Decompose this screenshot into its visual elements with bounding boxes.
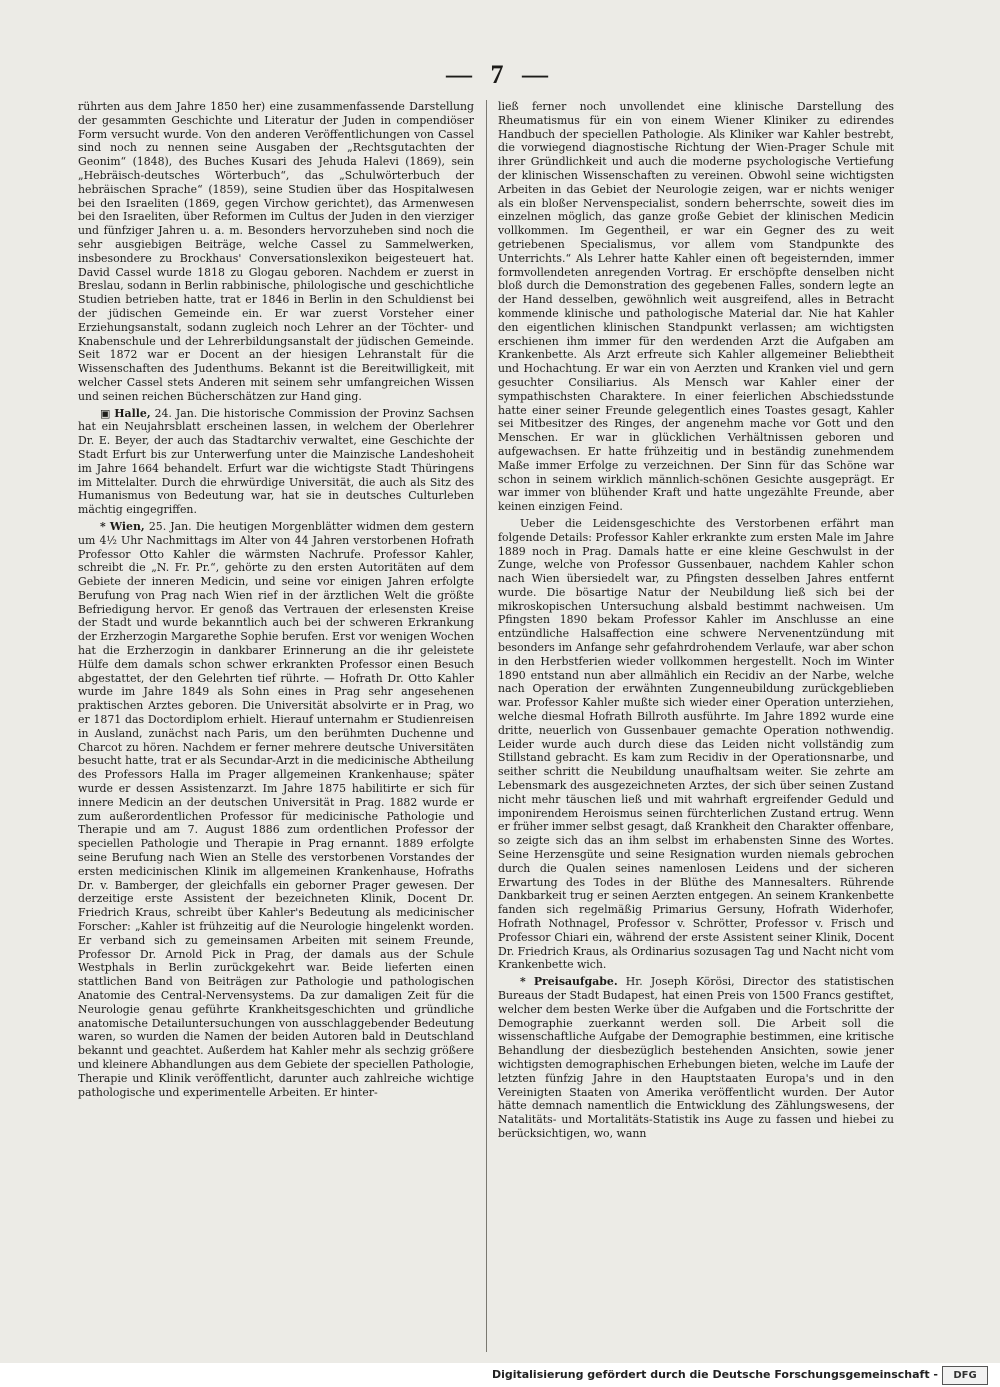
article-paragraph <box>498 517 894 972</box>
paragraph-text: rührten aus dem Jahre 1850 her) eine zusammenfassende Darstellung der gesammten Geschichte und Literatur der Juden in compendiöser Form versucht wurde. Von den anderen Veröffentlichungen von Cassel sind noch zu nennen seine Ausgaben der „Rechtsgutachten der Geonim“ (1848), des Buches Kusari des Jehuda Halevi (1869), sein „Hebräisch-deutsches Wörterbuch“, das „Schulwörterbuch der hebräischen Sprache“ (1859), seine Studien über das Hospitalwesen bei den Israeliten (1869, gegen Virchow gerichtet), das Armenwesen bei den Israeliten, über Reformen im Cultus der Juden in den vierziger und fünfziger Jahren u. a. m. Besonders hervorzuheben sind noch die sehr ausgiebigen Beiträge, welche Cassel zu Sammelwerken, insbesondere zu Brockhaus' Conversationslexikon beigesteuert hat. David Cassel wurde 1818 zu Glogau geboren. Nachdem er zuerst in Breslau, sodann in Berlin rabbinische, philologische und geschichtliche Studien betrieben hatte, trat er 1846 in Berlin in den Schuldienst bei der jüdischen Gemeinde ein. Er war zuerst Vorsteher einer Erziehungsanstalt, sodann zugleich noch Lehrer an der Töchter- und Knabenschule und der Lehrerbildungsanstalt der jüdischen Gemeinde. Seit 1872 war er Docent an der hiesigen Lehranstalt für die Wissenschaften des Judenthums. Bekannt ist die Bereitwilligkeit, mit welcher Cassel stets Anderen mit seinem sehr umfangreichen Wissen und seinen reichen Bücherschätzen zur Hand ging. <box>78 100 474 403</box>
dateline-place: Preisaufgabe. <box>533 975 618 989</box>
column-divider <box>486 100 487 1352</box>
paragraph-marker: ▣ <box>100 406 111 420</box>
article-paragraph <box>498 100 894 514</box>
dateline-date: 25. Jan. <box>148 519 192 533</box>
article-paragraph <box>498 975 894 1141</box>
paragraph-text: Ueber die Leidensgeschichte des Verstorbenen erfährt man folgende Details: Professor Kahler erkrankte zum ersten Male im Jahre 1889 noch in Prag. Damals hatte er eine kleine Geschwulst in der Zunge, welche von Professor Gussenbauer, nachdem Kahler schon nach Wien übersiedelt war, zu Pfingsten desselben Jahres entfernt wurde. Die bösartige Natur der Neubildung ließ sich bei der mikroskopischen Untersuchung alsbald bestimmt nachweisen. Um Pfingsten 1890 bekam Professor Kahler im Anschlusse an eine entzündliche Halsaffection eine schwere Nervenentzündung mit besonders im Anfange sehr gefahrdrohendem Verlaufe, war aber schon in den Herbstferien wieder vollkommen hergestellt. Noch im Winter 1890 entstand nun aber allmählich ein Recidiv an der Narbe, welche nach Operation der erwähnten Zungenneubildung zurückgeblieben war. Professor Kahler mußte sich wieder einer Operation unterziehen, welche diesmal Hofrath Billroth ausführte. Im Jahre 1892 wurde eine dritte, neuerlich von Gussenbauer gemachte Operation nothwendig. Leider wurde auch durch diese das Leiden nicht vollständig zum Stillstand gebracht. Es kam zum Recidiv in der Operationsnarbe, und seither schritt die Neubildung unaufhaltsam weiter. Sie zehrte am Lebensmark des ausgezeichneten Arztes, der sich über seinen Zustand nicht mehr täuschen ließ und mit wahrhaft ergreifender Geduld und imponirendem Heroismus seinen fürchterlichen Zustand ertrug. Wenn er früher immer selbst gesagt, daß Krankheit den Charakter offenbare, so zeigte sich das an ihm selbst im erhabensten Sinne des Wortes. Seine Herzensgüte und seine Resignation wurden niemals gebrochen durch die Qualen seines namenlosen Leidens und der sicheren Erwartung des Todes in der Blüthe des Mannesalters. Rührende Dankbarkeit trug er seinen Aerzten entgegen. An seinem Krankenbette fanden sich regelmäßig Primarius Gersuny, Hofrath Widerhofer, Hofrath Nothnagel, Professor v. Schrötter, Professor v. Frisch und Professor Chiari ein, während der erste Assistent seiner Klinik, Docent Dr. Friedrich Kraus, als Ordinarius sozusagen Tag und Nacht nicht vom Krankenbette wich. <box>498 516 894 972</box>
left-column <box>78 100 474 1102</box>
article-paragraph <box>78 520 474 1099</box>
article-paragraph <box>78 100 474 404</box>
dateline-date: 24. Jan. <box>154 406 198 420</box>
dateline-place: Halle, <box>114 406 151 420</box>
page-number: — 7 — <box>446 60 554 89</box>
paragraph-text: Hr. Joseph Körösi, Director des statistischen Bureaus der Stadt Budapest, hat einen Preis von 1500 Francs gestiftet, welcher dem besten Werke über die Aufgaben und die Fortschritte der Demographie zuerkannt werden soll. Die Arbeit soll die wissenschaftliche Aufgabe der Demographie bestimmen, eine kritische Behandlung der diesbezüglich bestehenden Ansichten, sowie jener wichtigsten demographischen Erhebungen bieten, welche im Laufe der letzten fünfzig Jahre in den Hauptstaaten Europa's und in den Vereinigten Staaten von Amerika veröffentlicht wurden. Der Autor hätte demnach namentlich die Entwicklung des Zählungswesens, der Natalitäts- und Mortalitäts-Statistik ins Auge zu fassen und hiebei zu berücksichtigen, wo, wann <box>498 975 894 1140</box>
paragraph-text: Die historische Commission der Provinz Sachsen hat ein Neujahrsblatt erscheinen lassen, in welchem der Oberlehrer Dr. E. Beyer, der auch das Stadtarchiv verwaltet, eine Geschichte der Stadt Erfurt bis zur Unterwerfung unter die Mainzische Landeshoheit im Jahre 1664 behandelt. Erfurt war die wichtigste Stadt Thüringens im Mittelalter. Durch die ehrwürdige Universität, die auch als Sitz des Humanismus von Bedeutung war, hat sie in deutsches Culturleben mächtig eingegriffen. <box>78 406 474 517</box>
dateline-place: Wien, <box>109 519 145 533</box>
dfg-logo-icon: DFG <box>942 1366 988 1385</box>
right-column <box>498 100 894 1144</box>
paragraph-text: Die heutigen Morgenblätter widmen dem gestern um 4½ Uhr Nachmittags im Alter von 44 Jahren verstorbenen Hofrath Professor Otto Kahler die wärmsten Nachrufe. Professor Kahler, schreibt die „N. Fr. Pr.“, gehörte zu den ersten Autoritäten auf dem Gebiete der inneren Medicin, und seine vor einigen Jahren erfolgte Berufung von Prag nach Wien rief in der ärztlichen Welt die größte Befriedigung hervor. Er genoß das Vertrauen der erlesensten Kreise der Stadt und wurde bekanntlich auch bei der schweren Erkrankung der Erzherzogin Margarethe Sophie berufen. Erst vor wenigen Wochen hat die Erzherzogin in dankbarer Erinnerung an die ihr geleistete Hülfe dem damals schon schwer erkrankten Professor einen Besuch abgestattet, der den Gelehrten tief rührte. — Hofrath Dr. Otto Kahler wurde im Jahre 1849 als Sohn eines in Prag sehr angesehenen praktischen Arztes geboren. Die Universität absolvirte er in Prag, wo er 1871 das Doctordiplom erhielt. Hierauf unternahm er Studienreisen in Ausland, zunächst nach Paris, um den berühmten Duchenne und Charcot zu hören. Nachdem er ferner mehrere deutsche Universitäten besucht hatte, trat er als Secundar-Arzt in die medicinische Abtheilung des Professors Halla im Prager allgemeinen Krankenhause; später wurde er dessen Assistenzarzt. Im Jahre 1875 habilitirte er sich für innere Medicin an der deutschen Universität in Prag. 1882 wurde er zum außerordentlichen Professor für medicinische Pathologie und Therapie und am 7. August 1886 zum ordentlichen Professor der speciellen Pathologie und Therapie in Prag ernannt. 1889 erfolgte seine Berufung nach Wien an Stelle des verstorbenen Vorstandes der ersten medicinischen Klinik im allgemeinen Krankenhause, Hofraths Dr. v. Bamberger, der gleichfalls ein geborner Prager gewesen. Der derzeitige erste Assistent der bezeichneten Klinik, Docent Dr. Friedrich Kraus, schreibt über Kahler's Bedeutung als medicinischer Forscher: „Kahler ist frühzeitig auf die Neurologie hingelenkt worden. Er verband sich zu gemeinsamen Arbeiten mit seinem Freunde, Professor Dr. Arnold Pick in Prag, der damals aus der Schule Westphals in Berlin zurückgekehrt war. Beide lieferten einen stattlichen Band von Beiträgen zur Pathologie und pathologischen Anatomie des Central-Nervensystems. Da zur damaligen Zeit für die Neurologie genau geführte Krankheitsgeschichten und gründliche anatomische Detailuntersuchungen von ausschlaggebender Bedeutung waren, so wurden die Namen der beiden Autoren bald in Deutschland bekannt und geachtet. Außerdem hat Kahler mehr als sechzig größere und kleinere Abhandlungen aus dem Gebiete der speciellen Pathologie, Therapie und Klinik veröffentlicht, darunter auch zahlreiche wichtige pathologische und experimentelle Arbeiten. Er hinter- <box>78 519 475 1099</box>
paragraph-text: ließ ferner noch unvollendet eine klinische Darstellung des Rheumatismus für ein von einem Wiener Kliniker zu edirendes Handbuch der speciellen Pathologie. Als Kliniker war Kahler bestrebt, die vorwiegend diagnostische Richtung der Wien-Prager Schule mit ihrer Gründlichkeit und auch die moderne psychologische Vertiefung der klinischen Wissenschaften zu vereinen. Obwohl seine wichtigsten Arbeiten in das Gebiet der Neurologie zeigen, war er nichts weniger als ein bloßer Nervenspecialist, sondern beherrschte, soweit dies im einzelnen möglich, das ganze große Gebiet der klinischen Medicin vollkommen. Im Gegentheil, er war ein Gegner des zu weit getriebenen Specialismus, vor allem vom Standpunkte des Unterrichts.“ Als Lehrer hatte Kahler einen oft begeisternden, immer formvollendeten anregenden Vortrag. Er erschöpfte denselben nicht bloß durch die Demonstration des gegebenen Falles, sondern legte an der Hand desselben, gewöhnlich weit ausgreifend, alles in Betracht kommende klinische und pathologische Material dar. Nie hat Kahler den eigentlichen klinischen Standpunkt verlassen; am wichtigsten erschienen ihm immer für den werdenden Arzt die Aufgaben am Krankenbette. Als Arzt erfreute sich Kahler allgemeiner Beliebtheit und Hochachtung. Er war ein von Aerzten und Kranken viel und gern gesuchter Consiliarius. Als Mensch war Kahler einer der sympathischsten Charaktere. In einer feierlichen Abschiedsstunde hatte einer seiner Freunde gelegentlich eines Toastes gesagt, Kahler sei Mitbesitzer des Ringes, der angenehm mache vor Gott und den Menschen. Er war in glücklichen Verhältnissen geboren und aufgewachsen. Er hatte frühzeitig und in beständig zunehmendem Maße immer Erfolge zu verzeichnen. Der Sinn für das Schöne war schon in seinem wirklich männlich-schönen Gesichte ausgeprägt. Er war immer von blühender Kraft und hatte ungezählte Freunde, aber keinen einzigen Feind. <box>498 100 894 514</box>
footer-credit: Digitalisierung gefördert durch die Deutsche Forschungsgemeinschaft - <box>491 1368 938 1381</box>
paragraph-marker: * <box>520 975 526 989</box>
paragraph-marker: * <box>100 519 106 533</box>
article-paragraph <box>78 407 474 517</box>
digitization-footer <box>0 1363 1000 1387</box>
